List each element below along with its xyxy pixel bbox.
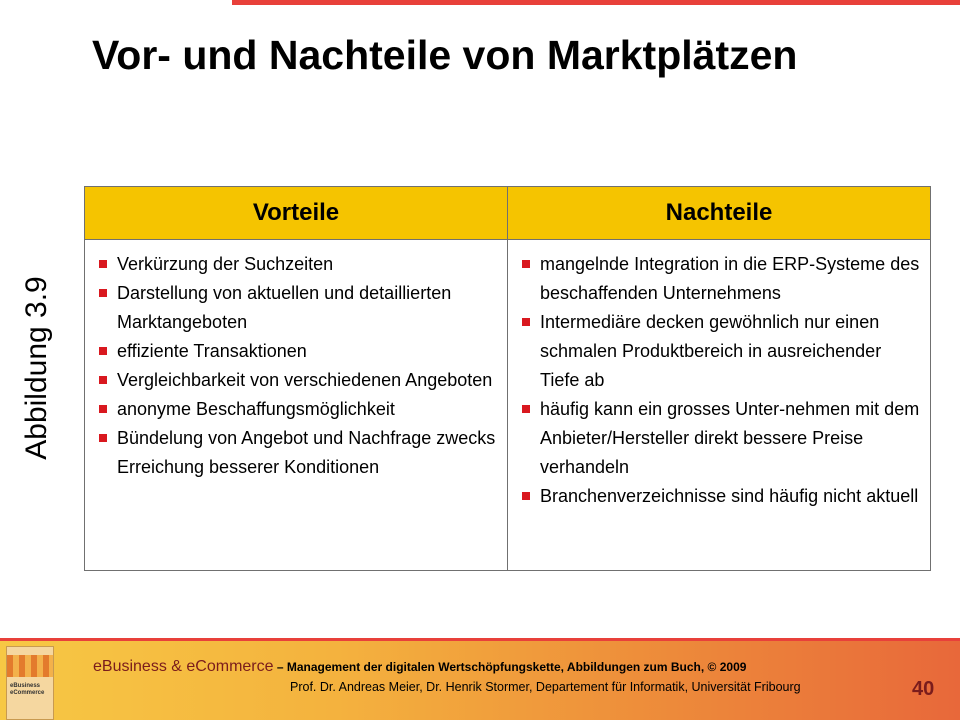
square-bullet-icon bbox=[99, 289, 107, 297]
footer-authors: Prof. Dr. Andreas Meier, Dr. Henrik Stormer, Departement für Informatik, Universität Fribourg bbox=[290, 680, 801, 694]
advantages-cell bbox=[85, 240, 508, 571]
square-bullet-icon bbox=[522, 405, 530, 413]
list-item bbox=[95, 366, 497, 395]
square-bullet-icon bbox=[99, 347, 107, 355]
page-number: 40 bbox=[912, 678, 935, 700]
footer-subtitle: – Management der digitalen Wertschöpfungskette, Abbildungen zum Buch, © 2009 bbox=[273, 660, 747, 674]
square-bullet-icon bbox=[522, 318, 530, 326]
square-bullet-icon bbox=[99, 405, 107, 413]
list-item bbox=[95, 279, 497, 337]
footer-brand: eBusiness & eCommerce bbox=[93, 658, 274, 675]
list-item-text: anonyme Beschaffungsmöglichkeit bbox=[117, 399, 395, 419]
top-accent-line bbox=[232, 0, 960, 5]
list-item-text: Bündelung von Angebot und Nachfrage zwecks Erreichung besserer Konditionen bbox=[117, 428, 496, 477]
list-item bbox=[95, 337, 497, 366]
advantages-list bbox=[95, 250, 497, 482]
square-bullet-icon bbox=[522, 260, 530, 268]
disadvantages-cell bbox=[508, 240, 931, 571]
list-item bbox=[518, 250, 920, 308]
list-item bbox=[518, 308, 920, 395]
disadvantages-list bbox=[518, 250, 920, 511]
book-cover-image bbox=[6, 646, 54, 720]
square-bullet-icon bbox=[99, 434, 107, 442]
square-bullet-icon bbox=[99, 260, 107, 268]
list-item-text: mangelnde Integration in die ERP-Systeme des beschaffenden Unternehmens bbox=[540, 254, 920, 303]
list-item bbox=[95, 424, 497, 482]
list-item bbox=[518, 482, 920, 511]
figure-label: Abbildung 3.9 bbox=[20, 276, 53, 460]
square-bullet-icon bbox=[99, 376, 107, 384]
list-item bbox=[95, 250, 497, 279]
list-item bbox=[95, 395, 497, 424]
table-header-row bbox=[85, 187, 931, 240]
footer-accent-line bbox=[0, 638, 960, 641]
footer-title-line bbox=[93, 658, 746, 676]
book-cover-title-1: eBusiness bbox=[10, 683, 41, 689]
list-item-text: Darstellung von aktuellen und detaillierten Marktangeboten bbox=[117, 283, 452, 332]
list-item-text: Branchenverzeichnisse sind häufig nicht aktuell bbox=[540, 486, 919, 506]
list-item-text: Intermediäre decken gewöhnlich nur einen schmalen Produktbereich in ausreichender Tiefe ab bbox=[540, 312, 882, 390]
header-disadvantages: Nachteile bbox=[508, 187, 931, 240]
book-cover-title-2: eCommerce bbox=[10, 690, 45, 696]
header-advantages: Vorteile bbox=[85, 187, 508, 240]
list-item-text: häufig kann ein grosses Unter-nehmen mit dem Anbieter/Hersteller direkt bessere Preise verhandeln bbox=[540, 399, 920, 477]
slide-title: Vor- und Nachteile von Marktplätzen bbox=[92, 32, 798, 78]
book-cover-band bbox=[7, 655, 53, 677]
list-item-text: effiziente Transaktionen bbox=[117, 341, 307, 361]
table-body-row bbox=[85, 240, 931, 571]
footer-bar bbox=[0, 638, 960, 720]
square-bullet-icon bbox=[522, 492, 530, 500]
list-item-text: Verkürzung der Suchzeiten bbox=[117, 254, 334, 274]
list-item bbox=[518, 395, 920, 482]
list-item-text: Vergleichbarkeit von verschiedenen Angeboten bbox=[117, 370, 493, 390]
comparison-table bbox=[84, 186, 931, 571]
